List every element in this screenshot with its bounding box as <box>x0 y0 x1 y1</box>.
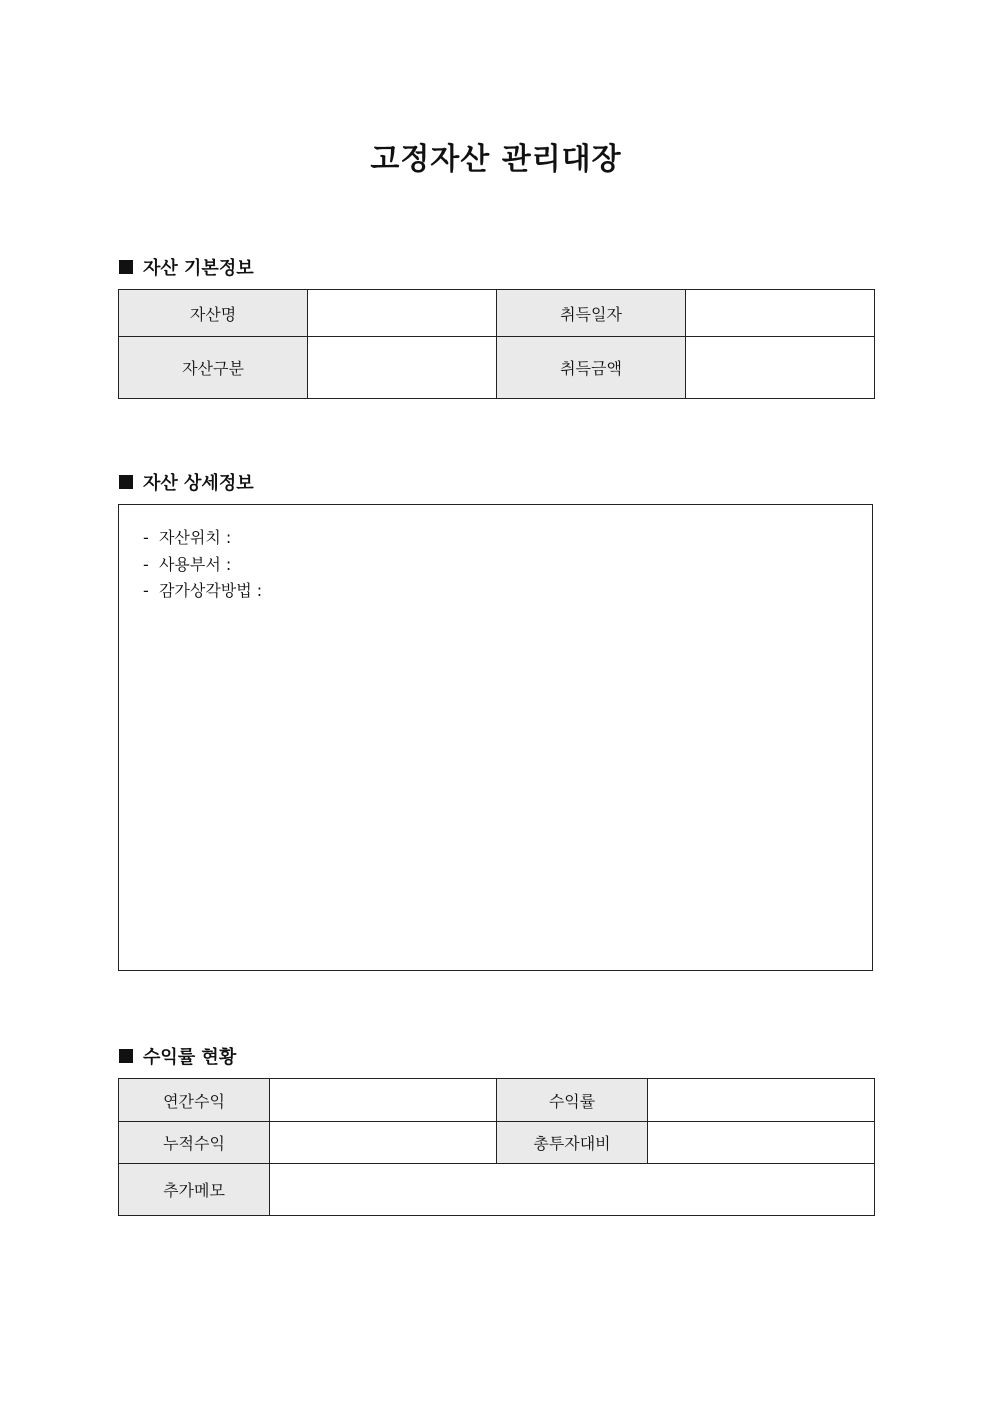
return-rate-label: 수익률 <box>497 1079 648 1122</box>
detail-line-department: - 사용부서 : <box>143 554 232 574</box>
table-row <box>119 1079 875 1122</box>
returns-table <box>118 1078 875 1216</box>
additional-memo-field[interactable] <box>270 1164 875 1216</box>
acquisition-date-label: 취득일자 <box>497 290 686 337</box>
black-square-icon <box>119 260 133 274</box>
detail-line-asset-location: - 자산위치 : <box>143 528 232 547</box>
table-row <box>119 290 875 337</box>
additional-memo-label: 추가메모 <box>119 1164 270 1216</box>
table-row <box>119 1164 875 1216</box>
basic-info-table <box>118 289 875 399</box>
table-row <box>119 1122 875 1164</box>
page-title: 고정자산 관리대장 <box>370 142 622 177</box>
return-rate-field[interactable] <box>648 1079 875 1122</box>
acquisition-amount-label: 취득금액 <box>497 337 686 399</box>
black-square-icon <box>119 1049 133 1063</box>
asset-category-label: 자산구분 <box>119 337 308 399</box>
detail-info-box[interactable] <box>118 504 873 971</box>
black-square-icon <box>119 475 133 489</box>
asset-category-field[interactable] <box>308 337 497 399</box>
section-heading-basic-info <box>119 254 254 280</box>
annual-income-field[interactable] <box>270 1079 497 1122</box>
section-heading-basic-info-label: 자산 기본정보 <box>143 258 254 279</box>
annual-income-label: 연간수익 <box>119 1079 270 1122</box>
acquisition-amount-field[interactable] <box>686 337 875 399</box>
section-heading-returns <box>119 1043 236 1069</box>
detail-line-depreciation-method: - 감가상각방법 : <box>143 581 263 600</box>
section-heading-detail-info-label: 자산 상세정보 <box>143 473 254 494</box>
acquisition-date-field[interactable] <box>686 290 875 337</box>
cumulative-income-label: 누적수익 <box>119 1122 270 1164</box>
vs-total-investment-field[interactable] <box>648 1122 875 1164</box>
vs-total-investment-label: 총투자대비 <box>497 1122 648 1164</box>
section-heading-returns-label: 수익률 현황 <box>143 1047 237 1068</box>
cumulative-income-field[interactable] <box>270 1122 497 1164</box>
section-heading-detail-info <box>119 469 254 495</box>
asset-name-field[interactable] <box>308 290 497 337</box>
table-row <box>119 337 875 399</box>
asset-name-label: 자산명 <box>119 290 308 337</box>
